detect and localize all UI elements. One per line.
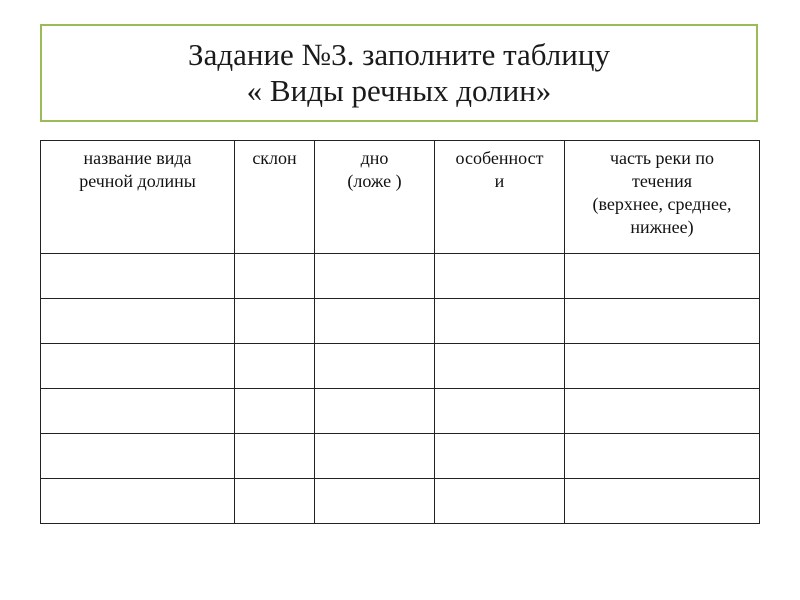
table-cell[interactable] <box>435 344 565 389</box>
table-cell[interactable] <box>315 299 435 344</box>
table-cell[interactable] <box>315 344 435 389</box>
header-river-section: часть реки по течения (верхнее, среднее, нижнее) <box>565 141 760 254</box>
table-cell[interactable] <box>315 254 435 299</box>
table-cell[interactable] <box>41 299 235 344</box>
header-slope: склон <box>235 141 315 254</box>
table-cell[interactable] <box>235 299 315 344</box>
task-subtitle: « Виды речных долин» <box>246 73 552 108</box>
header-valley-type: название вида речной долины <box>41 141 235 254</box>
table-cell[interactable] <box>315 479 435 524</box>
table-row <box>41 344 760 389</box>
table-row <box>41 299 760 344</box>
table-cell[interactable] <box>565 254 760 299</box>
task-title: Задание №3. заполните таблицу <box>188 37 610 72</box>
table-row <box>41 389 760 434</box>
table-cell[interactable] <box>315 434 435 479</box>
table-row <box>41 434 760 479</box>
table-cell[interactable] <box>235 479 315 524</box>
table-cell[interactable] <box>41 434 235 479</box>
table-cell[interactable] <box>315 389 435 434</box>
table-cell[interactable] <box>235 434 315 479</box>
table-cell[interactable] <box>435 299 565 344</box>
table-cell[interactable] <box>565 344 760 389</box>
table-cell[interactable] <box>435 434 565 479</box>
header-features: особенност и <box>435 141 565 254</box>
table-cell[interactable] <box>435 389 565 434</box>
table-cell[interactable] <box>41 479 235 524</box>
table-cell[interactable] <box>41 344 235 389</box>
table-cell[interactable] <box>41 254 235 299</box>
table-row <box>41 479 760 524</box>
table-cell[interactable] <box>41 389 235 434</box>
table-cell[interactable] <box>435 479 565 524</box>
river-valleys-table <box>40 140 760 524</box>
table-cell[interactable] <box>565 299 760 344</box>
table-cell[interactable] <box>435 254 565 299</box>
table-cell[interactable] <box>565 434 760 479</box>
task-title-box <box>40 24 758 122</box>
table-header-row <box>41 141 760 254</box>
table-row <box>41 254 760 299</box>
table-cell[interactable] <box>235 344 315 389</box>
table-cell[interactable] <box>235 254 315 299</box>
table-cell[interactable] <box>235 389 315 434</box>
table-cell[interactable] <box>565 479 760 524</box>
header-bottom: дно (ложе ) <box>315 141 435 254</box>
table-body <box>41 254 760 524</box>
table-cell[interactable] <box>565 389 760 434</box>
